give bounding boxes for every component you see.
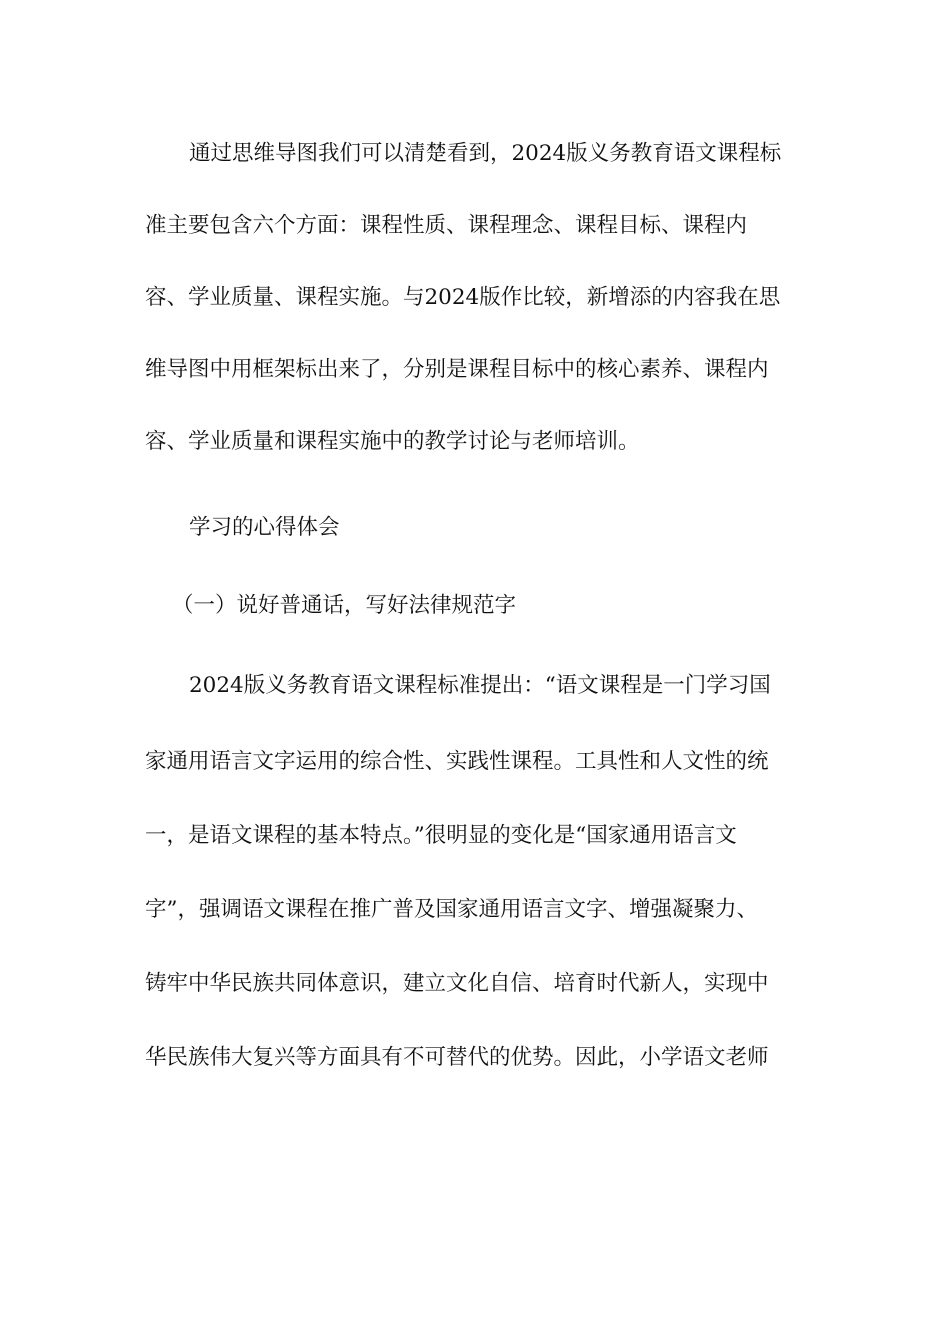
paragraph-1-line-2: 准主要包含六个方面：课程性质、课程理念、课程目标、课程内 — [145, 213, 748, 238]
paragraph-2-line-6: 华民族伟大复兴等方面具有不可替代的优势。因此，小学语文老师 — [145, 1045, 769, 1070]
paragraph-1-line-4: 维导图中用框架标出来了，分别是课程目标中的核心素养、课程内 — [145, 357, 769, 382]
paragraph-1-line-3: 容、学业质量、课程实施。与2024版作比较，新增添的内容我在思 — [145, 285, 781, 310]
paragraph-2-line-2: 家通用语言文字运用的综合性、实践性课程。工具性和人文性的统 — [145, 749, 769, 774]
paragraph-1-line-5: 容、学业质量和课程实施中的教学讨论与老师培训。 — [145, 429, 640, 454]
paragraph-1-line-1: 通过思维导图我们可以清楚看到，2024版义务教育语文课程标 — [189, 141, 782, 166]
paragraph-2-line-4: 字”，强调语文课程在推广普及国家通用语言文字、增强凝聚力、 — [145, 897, 758, 922]
paragraph-2-line-5: 铸牢中华民族共同体意识，建立文化自信、培育时代新人，实现中 — [145, 971, 769, 996]
paragraph-2-line-1: 2024版义务教育语文课程标准提出：“语文课程是一门学习国 — [189, 673, 771, 698]
section-heading: 学习的心得体会 — [189, 515, 340, 540]
paragraph-2-line-3: 一，是语文课程的基本特点。”很明显的变化是“国家通用语言文 — [145, 823, 737, 848]
subsection-heading: （一）说好普通话，写好法律规范字 — [172, 593, 517, 618]
